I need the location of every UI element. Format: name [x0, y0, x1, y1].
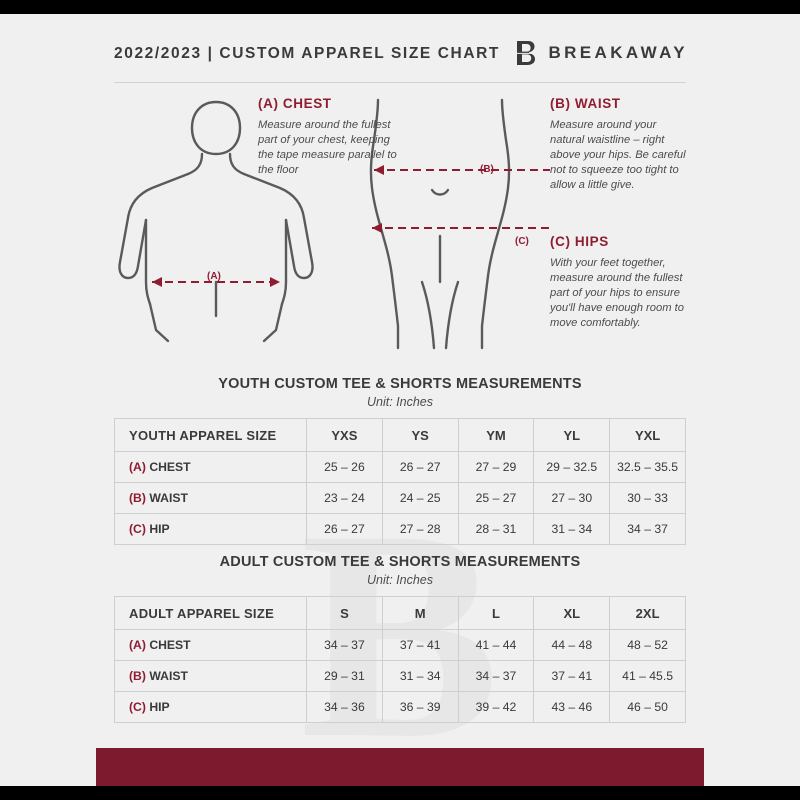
- youth-r1-c4: 27 – 30: [534, 483, 610, 514]
- adult-unit-label: Unit: Inches: [366, 573, 433, 587]
- footer-accent-bar: [96, 748, 704, 786]
- youth-col-5: YXL: [610, 419, 686, 452]
- table-row: [115, 692, 686, 723]
- adult-row-2-tag: (C): [129, 700, 146, 714]
- adult-r2-c1: 34 – 36: [307, 692, 383, 723]
- adult-r2-c5: 46 – 50: [610, 692, 686, 723]
- callout-hips-title: (C) HIPS: [550, 234, 609, 249]
- youth-row-2-tag: (C): [129, 522, 146, 536]
- adult-row-0-label: [115, 630, 307, 661]
- youth-size-table: [114, 418, 686, 545]
- size-chart-page: [0, 14, 800, 786]
- youth-r2-c1: 26 – 27: [307, 514, 383, 545]
- youth-row-2-label: [115, 514, 307, 545]
- youth-r1-c3: 25 – 27: [458, 483, 534, 514]
- adult-r1-c2: 31 – 34: [382, 661, 458, 692]
- youth-row-0-label: [115, 452, 307, 483]
- table-row: [115, 630, 686, 661]
- page-title: 2022/2023 | CUSTOM APPAREL SIZE CHART: [114, 45, 500, 62]
- youth-r0-c2: 26 – 27: [382, 452, 458, 483]
- table-row: [115, 514, 686, 545]
- youth-r1-c1: 23 – 24: [307, 483, 383, 514]
- adult-r1-c4: 37 – 41: [534, 661, 610, 692]
- marker-c: (C): [515, 236, 529, 247]
- table-row: [115, 483, 686, 514]
- adult-section-title: ADULT CUSTOM TEE & SHORTS MEASUREMENTS: [219, 554, 581, 570]
- adult-r0-c5: 48 – 52: [610, 630, 686, 661]
- adult-row-1-name: WAIST: [149, 669, 188, 683]
- adult-col-4: XL: [534, 597, 610, 630]
- adult-r2-c3: 39 – 42: [458, 692, 534, 723]
- adult-r1-c5: 41 – 45.5: [610, 661, 686, 692]
- youth-r0-c3: 27 – 29: [458, 452, 534, 483]
- table-row: [115, 661, 686, 692]
- adult-row-1-tag: (B): [129, 669, 146, 683]
- adult-section: [114, 554, 686, 723]
- youth-r2-c2: 27 – 28: [382, 514, 458, 545]
- youth-r2-c3: 28 – 31: [458, 514, 534, 545]
- callout-waist-text: Measure around your natural waistline – right above your hips. Be careful not to squeeze too tight to allow a little give.: [550, 119, 686, 192]
- marker-a: (A): [207, 271, 221, 282]
- callout-chest-text: Measure around the fullest part of your chest, keeping the tape measure parallel to the floor: [258, 119, 397, 177]
- table-header-row: [115, 419, 686, 452]
- adult-r0-c2: 37 – 41: [382, 630, 458, 661]
- adult-col-3: L: [458, 597, 534, 630]
- callout-chest-title: (A) CHEST: [258, 96, 332, 111]
- youth-row-1-name: WAIST: [149, 491, 188, 505]
- measurement-illustration: [110, 86, 690, 376]
- callout-waist-title: (B) WAIST: [550, 96, 621, 111]
- callout-waist: [550, 96, 690, 194]
- callout-hips: [550, 234, 690, 332]
- adult-row-1-label: [115, 661, 307, 692]
- youth-row-1-tag: (B): [129, 491, 146, 505]
- youth-r1-c2: 24 – 25: [382, 483, 458, 514]
- marker-b: (B): [480, 164, 494, 175]
- youth-r1-c5: 30 – 33: [610, 483, 686, 514]
- youth-r2-c5: 34 – 37: [610, 514, 686, 545]
- adult-r0-c3: 41 – 44: [458, 630, 534, 661]
- header-divider: [114, 82, 686, 83]
- youth-row-0-tag: (A): [129, 460, 146, 474]
- youth-section: [114, 376, 686, 545]
- adult-row-0-tag: (A): [129, 638, 146, 652]
- table-header-row: [115, 597, 686, 630]
- youth-col-1: YXS: [307, 419, 383, 452]
- adult-col-1: S: [307, 597, 383, 630]
- adult-col-2: M: [382, 597, 458, 630]
- adult-col-0: ADULT APPAREL SIZE: [115, 597, 307, 630]
- youth-section-title: YOUTH CUSTOM TEE & SHORTS MEASUREMENTS: [218, 376, 582, 392]
- brand-lockup: [514, 40, 688, 66]
- brand-name: BREAKAWAY: [548, 43, 688, 62]
- youth-unit-label: Unit: Inches: [366, 395, 433, 409]
- adult-col-5: 2XL: [610, 597, 686, 630]
- youth-r0-c1: 25 – 26: [307, 452, 383, 483]
- youth-col-3: YM: [458, 419, 534, 452]
- adult-row-0-name: CHEST: [149, 638, 191, 652]
- adult-r2-c4: 43 – 46: [534, 692, 610, 723]
- callout-hips-text: With your feet together, measure around the fullest part of your hips to ensure you'll have enough room to move comfortably.: [550, 257, 684, 330]
- table-row: [115, 452, 686, 483]
- youth-col-2: YS: [382, 419, 458, 452]
- adult-size-table: [114, 596, 686, 723]
- youth-row-1-label: [115, 483, 307, 514]
- adult-r0-c1: 34 – 37: [307, 630, 383, 661]
- youth-r0-c4: 29 – 32.5: [534, 452, 610, 483]
- adult-r2-c2: 36 – 39: [382, 692, 458, 723]
- youth-r0-c5: 32.5 – 35.5: [610, 452, 686, 483]
- youth-col-0: YOUTH APPAREL SIZE: [115, 419, 307, 452]
- youth-r2-c4: 31 – 34: [534, 514, 610, 545]
- breakaway-b-logo-icon: [514, 40, 536, 66]
- youth-row-0-name: CHEST: [149, 460, 191, 474]
- youth-row-2-name: HIP: [149, 522, 170, 536]
- page-header: [0, 14, 800, 86]
- adult-r1-c3: 34 – 37: [458, 661, 534, 692]
- callout-chest: [258, 96, 398, 178]
- adult-row-2-label: [115, 692, 307, 723]
- adult-row-2-name: HIP: [149, 700, 170, 714]
- adult-r1-c1: 29 – 31: [307, 661, 383, 692]
- youth-col-4: YL: [534, 419, 610, 452]
- adult-r0-c4: 44 – 48: [534, 630, 610, 661]
